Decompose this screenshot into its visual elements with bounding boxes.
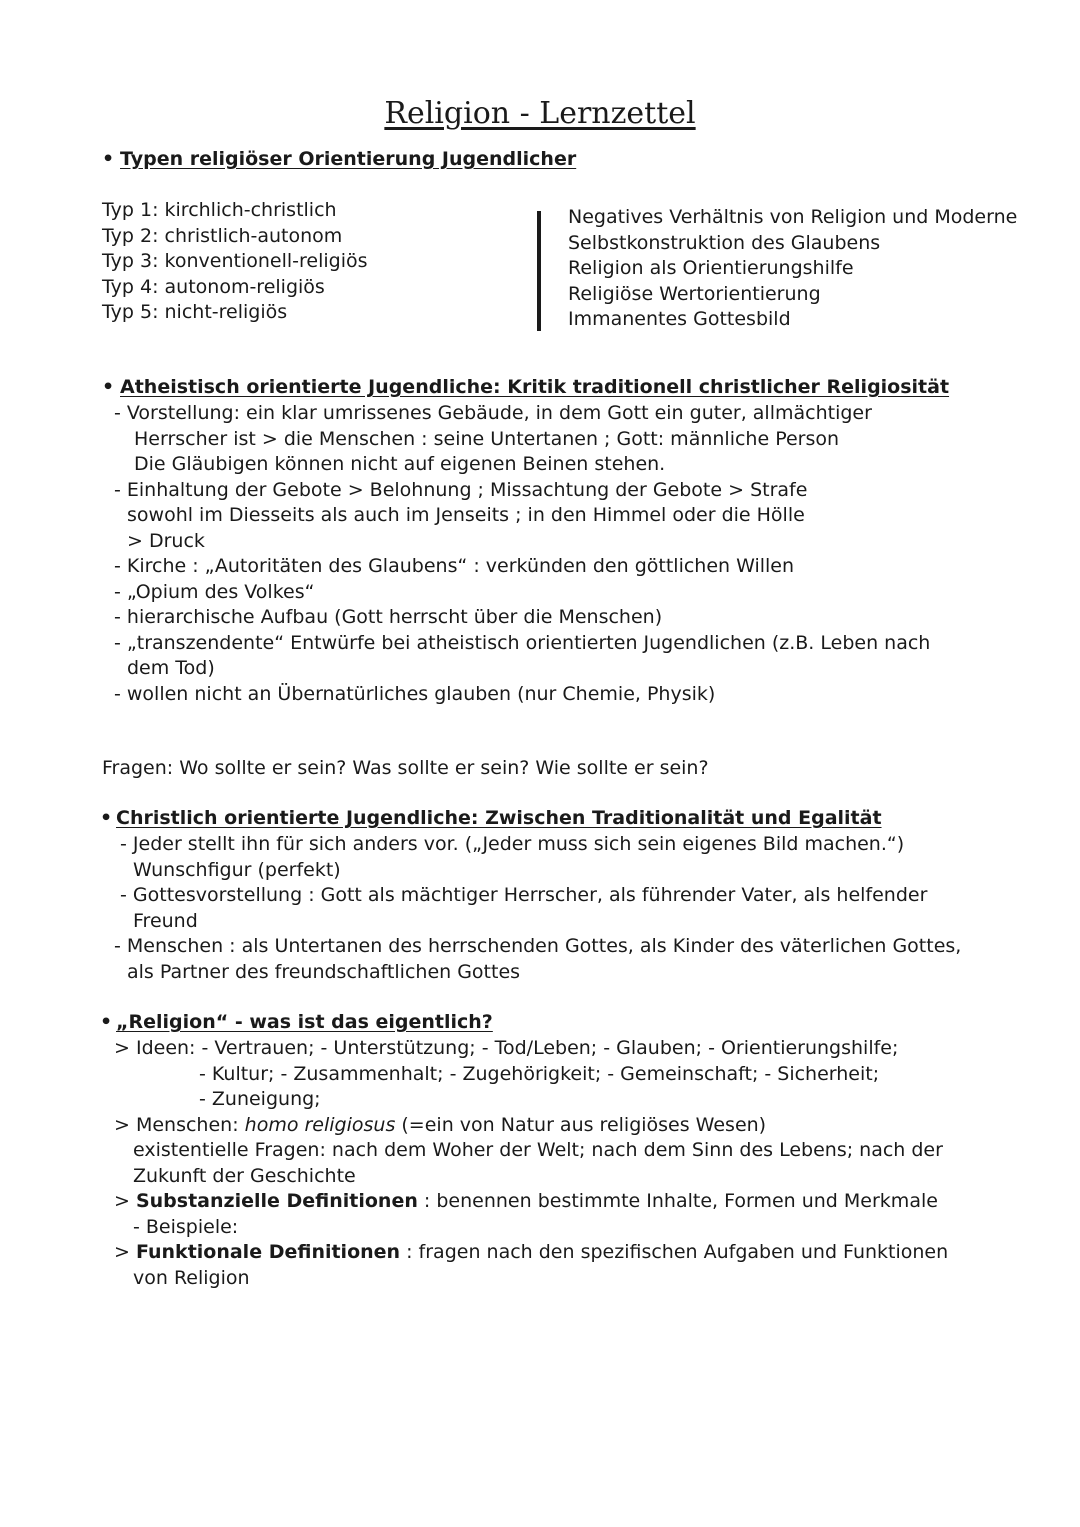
note-line: - Einhaltung der Gebote > Belohnung ; Missachtung der Gebote > Strafe [114,478,808,501]
type-item: Typ 5: nicht-religiös [102,301,288,323]
note-line: - „transzendente“ Entwürfe bei atheistisch orientierten Jugendlichen (z.B. Leben nach [114,631,931,654]
note-line: dem Tod) [127,657,215,679]
note-line: - Menschen : als Untertanen des herrschenden Gottes, als Kinder des väterlichen Gottes, [114,935,962,957]
characteristic-item: Selbstkonstruktion des Glaubens [568,231,881,254]
note-line: existentielle Fragen: nach dem Woher der Welt; nach dem Sinn des Lebens; nach der [133,1139,943,1161]
type-item: Typ 1: kirchlich-christlich [102,199,337,221]
characteristics-list [568,205,1017,333]
characteristic-item: Immanentes Gottesbild [568,308,791,330]
note-text: : fragen nach den spezifischen Aufgaben und Funktionen [400,1241,949,1263]
note-line: - Beispiele: [133,1215,239,1238]
note-prefix: > Menschen: [114,1113,245,1136]
christian-notes [120,832,927,934]
characteristic-item: Religion als Orientierungshilfe [568,257,854,279]
note-line: - Jeder stellt ihn für sich anders vor. („Jeder muss sich sein eigenes Bild machen.“) [120,833,905,855]
note-line: - Zuneigung; [199,1088,321,1110]
note-text: : benennen bestimmte Inhalte, Formen und Merkmale [417,1190,938,1212]
types-list [102,198,368,326]
note-text: (=ein von Natur aus religiöses Wesen) [395,1113,767,1136]
type-item: Typ 4: autonom-religiös [102,275,325,298]
page-title: Religion - Lernzettel [384,96,696,131]
note-line: - Kultur; - Zusammenhalt; - Zugehörigkeit; - Gemeinschaft; - Sicherheit; [199,1062,880,1085]
bullet-icon: • [102,148,115,170]
note-line [114,1240,948,1266]
divider-bar [537,211,541,331]
note-line: - „Opium des Volkes“ [114,580,315,603]
definition-term: Funktionale Definitionen [135,1241,401,1263]
note-line: sowohl im Diesseits als auch im Jenseits ; in den Himmel oder die Hölle [127,504,805,526]
note-line: von Religion [133,1266,250,1289]
definition-term: Substanzielle Definitionen [135,1190,418,1212]
note-line: Die Gläubigen können nicht auf eigenen Beinen stehen. [134,453,666,475]
note-line: - Gottesvorstellung : Gott als mächtiger Herrscher, als führender Vater, als helfender [120,884,928,906]
note-line [114,1113,948,1139]
note-line: - Kirche : „Autoritäten des Glaubens“ : verkünden den göttlichen Willen [114,555,795,577]
questions-line: Fragen: Wo sollte er sein? Was sollte er sein? Wie sollte er sein? [102,757,709,779]
note-prefix: > [114,1241,136,1263]
note-line: > Ideen: - Vertrauen; - Unterstützung; - Tod/Leben; - Glauben; - Orientierungshilfe; [114,1037,899,1059]
section-heading-religion [100,1011,493,1033]
note-line: - hierarchische Aufbau (Gott herrscht über die Menschen) [114,606,663,628]
note-line: Freund [133,909,198,932]
heading-text: Atheistisch orientierte Jugendliche: Kritik traditionell christlicher Religiosität [120,376,950,398]
note-line: Zukunft der Geschichte [133,1164,356,1187]
note-line: als Partner des freundschaftlichen Gottes [127,960,521,983]
heading-text: Typen religiöser Orientierung Jugendlicher [120,148,577,170]
note-line: - Vorstellung: ein klar umrissenes Gebäude, in dem Gott ein guter, allmächtiger [114,402,872,424]
section-heading-types [102,148,576,170]
heading-text: „Religion“ - was ist das eigentlich? [116,1011,493,1033]
type-item: Typ 3: konventionell-religiös [102,250,368,272]
bullet-icon: • [102,376,115,398]
note-line: Wunschfigur (perfekt) [133,858,341,881]
bullet-icon: • [100,1011,113,1033]
characteristic-item: Negatives Verhältnis von Religion und Moderne [568,206,1018,228]
characteristic-item: Religiöse Wertorientierung [568,282,821,305]
note-line [114,1189,948,1215]
heading-text: Christlich orientierte Jugendliche: Zwischen Traditionalität und Egalität [116,807,882,829]
type-item: Typ 2: christlich-autonom [102,224,343,247]
latin-term: homo religiosus [244,1113,396,1136]
bullet-icon: • [100,807,113,829]
section-heading-christian [100,807,882,829]
note-prefix: > [114,1190,136,1212]
section-heading-atheist [102,376,949,398]
atheist-notes [114,401,930,707]
note-line: Herrscher ist > die Menschen : seine Untertanen ; Gott: männliche Person [134,427,840,450]
note-line: > Druck [127,529,205,552]
christian-notes-2 [114,934,961,985]
note-line: - wollen nicht an Übernatürliches glauben (nur Chemie, Physik) [114,682,716,705]
religion-notes [114,1036,948,1291]
